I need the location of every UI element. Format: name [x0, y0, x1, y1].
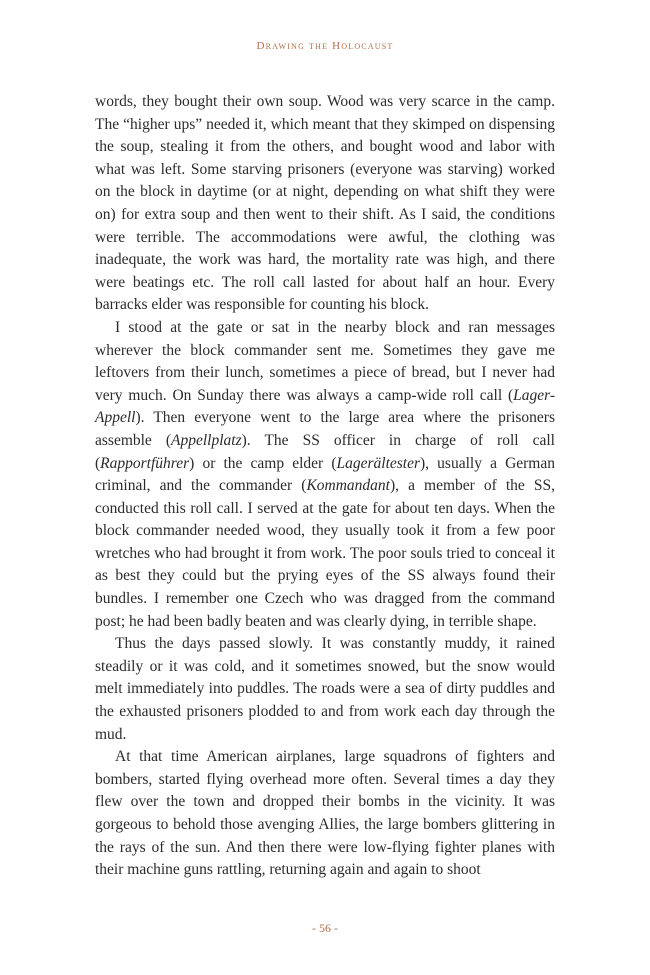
text-run: ) or the camp elder ( — [189, 454, 337, 472]
paragraph — [95, 317, 555, 633]
body-text — [95, 91, 555, 882]
italic-term: Rapportführer — [100, 454, 190, 472]
text-run: ). Then everyone went to the large area where the prisoners assemble ( — [95, 409, 555, 449]
page-number: - 56 - — [312, 921, 338, 935]
text-run: ), a member of the SS, conducted this roll call. I served at the gate for about ten days. When the block commander needed wood, they usually took it from a few poor wretches who had brought it from work. The poor souls tried to conceal it as best they could but the prying eyes of the SS always found their bundles. I remember one Czech who was dragged from the command post; he had been badly beaten and was clearly dying, in terrible shape. — [95, 477, 555, 630]
text-run: ), usually a German criminal, and the commander ( — [95, 454, 555, 495]
text-run: Thus the days passed slowly. It was constantly muddy, it rained steadily or it was cold, and it sometimes snowed, but the snow would melt immediately into puddles. The roads were a sea of dirty puddles and the exhausted prisoners plodded to and from work each day through the mud. — [95, 635, 555, 743]
italic-term: Lager-Appell — [95, 386, 555, 427]
italic-term: Kommandant — [306, 477, 390, 495]
italic-term: Appellplatz — [171, 431, 242, 449]
running-head: Drawing the Holocaust — [256, 40, 394, 52]
paragraph — [95, 746, 555, 882]
text-run: At that time American airplanes, large squadrons of fighters and bombers, started flying overhead more often. Several times a day they flew over the town and dropped their bombs in the vicinity. It was gorgeous to behold those avenging Allies, the large bombers glittering in the rays of the sun. And then there were low-flying fighter planes with their machine guns rattling, returning again and again to shoot — [95, 748, 555, 879]
text-run: words, they bought their own soup. Wood was very scarce in the camp. The “higher ups” needed it, which meant that they skimped on dispensing the soup, stealing it from the others, and bought wood and labor with what was left. Some starving prisoners (everyone was starving) worked on the block in daytime (or at night, depending on what shift they were on) for extra soup and then went to their shift. As I said, the conditions were terrible. The accommodations were awful, the clothing was inadequate, the work was hard, the mortality rate was high, and there were beatings etc. The roll call lasted for about half an hour. Every barracks elder was responsible for counting his block. — [95, 93, 555, 314]
italic-term: Lagerältester — [336, 454, 421, 472]
text-run: ). The SS officer in charge of roll call ( — [95, 431, 555, 472]
paragraph — [95, 633, 555, 746]
paragraph — [95, 91, 555, 317]
text-run: I stood at the gate or sat in the nearby block and ran messages wherever the block commander sent me. Sometimes they gave me leftovers from their lunch, sometimes a piece of bread, but I never had very much. On Sunday there was always a camp-wide roll call ( — [95, 318, 555, 404]
